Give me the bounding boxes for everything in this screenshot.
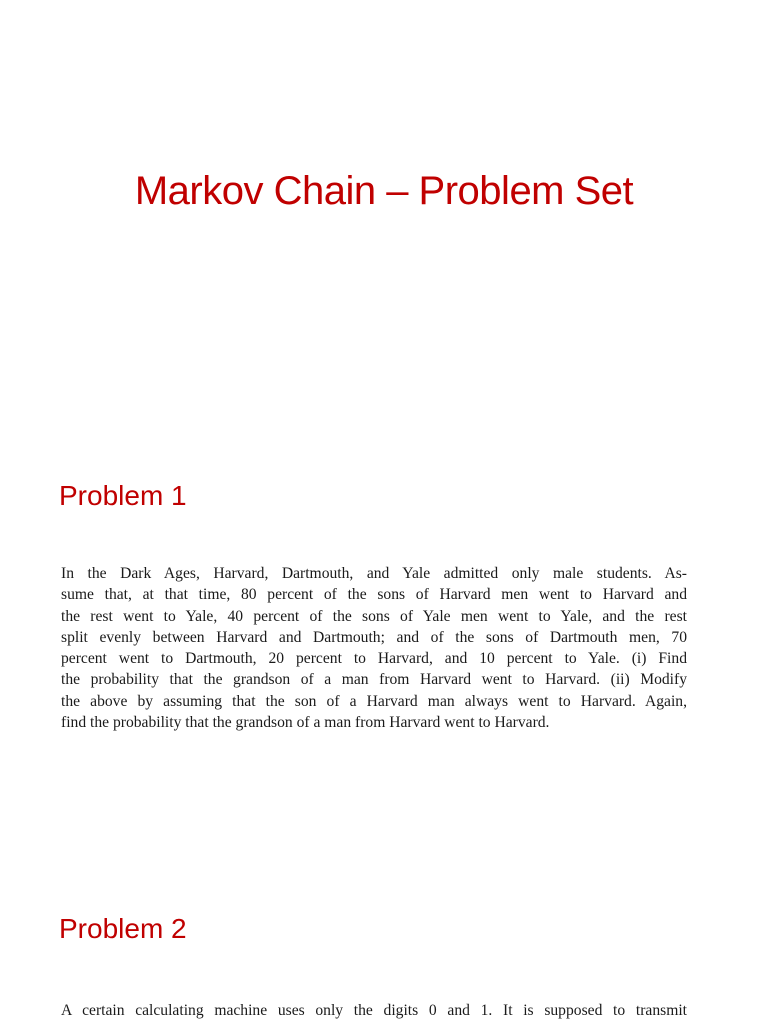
- problem-2-text: [61, 1000, 687, 1021]
- problem-1-line: split evenly between Harvard and Dartmouth; and of the sons of Dartmouth men, 70: [61, 628, 687, 646]
- problem-2-line: A certain calculating machine uses only the digits 0 and 1. It is supposed to transmit: [61, 1002, 687, 1019]
- problem-1-line: sume that, at that time, 80 percent of the sons of Harvard men went to Harvard and: [61, 586, 687, 604]
- problem-1-text: [61, 563, 687, 733]
- problem-1-line: the above by assuming that the son of a Harvard man always went to Harvard. Again,: [61, 692, 687, 710]
- problem-1-line: percent went to Dartmouth, 20 percent to Harvard, and 10 percent to Yale. (i) Find: [61, 650, 687, 668]
- problem-1-heading: Problem 1: [59, 480, 187, 511]
- page-title: Markov Chain – Problem Set: [134, 169, 634, 213]
- problem-1-line: the rest went to Yale, 40 percent of the sons of Yale men went to Yale, and the rest: [61, 607, 687, 625]
- problem-2-heading: Problem 2: [59, 913, 187, 944]
- problem-1-line: find the probability that the grandson of a man from Harvard went to Harvard.: [61, 714, 550, 732]
- problem-1-line: In the Dark Ages, Harvard, Dartmouth, and Yale admitted only male students. As-: [61, 565, 687, 582]
- problem-1-line: the probability that the grandson of a man from Harvard went to Harvard. (ii) Modify: [61, 671, 687, 689]
